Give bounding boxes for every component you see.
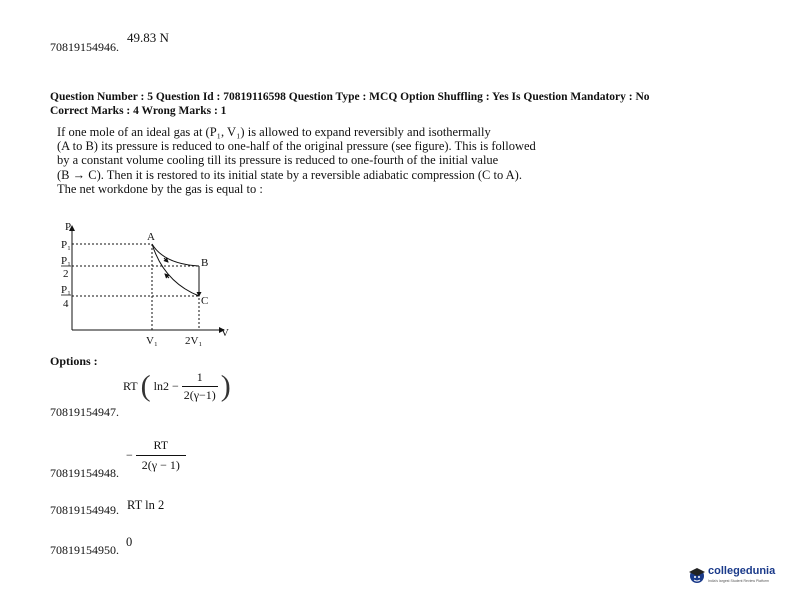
pv-diagram	[52, 220, 237, 350]
question-marks: Correct Marks : 4 Wrong Marks : 1	[50, 105, 227, 117]
v1-label: V₁	[146, 335, 158, 347]
option-4-text[interactable]: 0	[126, 535, 133, 549]
p-axis-label: P	[65, 221, 72, 233]
point-a-label: A	[147, 231, 155, 243]
p1-label: P₁	[61, 239, 71, 251]
previous-option-id: 70819154946.	[50, 40, 119, 54]
option-3-id: 70819154949.	[50, 503, 119, 517]
question-line: (B → C). Then it is restored to its initial state by a reversible adiabatic compression (C to A).	[57, 167, 522, 182]
previous-option-value: 49.83 N	[127, 30, 169, 45]
option-1-prefix: RT	[123, 379, 138, 393]
option-3-text[interactable]: RT ln 2	[127, 498, 165, 512]
isotherm-curve	[152, 244, 199, 266]
question-line: (A to B) its pressure is reduced to one-half of the original pressure (see figure). This is followed	[57, 139, 536, 154]
option-2-formula[interactable]	[126, 438, 186, 473]
p1-quarter-num: P₁	[61, 284, 71, 296]
v2-label: 2V₁	[185, 335, 203, 347]
graduation-cap-icon	[688, 566, 706, 584]
option-2-numerator: RT	[136, 438, 186, 456]
p1-half-num: P₁	[61, 255, 71, 267]
option-1-id: 70819154947.	[50, 405, 119, 419]
option-2-sign: −	[126, 448, 133, 462]
logo-tagline: India's largest Student Review Platform	[708, 579, 769, 583]
option-2-denominator: 2(γ − 1)	[141, 458, 180, 472]
p1-half-den: 2	[63, 268, 69, 280]
v-axis-label: V	[221, 327, 229, 339]
collegedunia-logo	[688, 563, 784, 589]
option-4-id: 70819154950.	[50, 543, 119, 557]
question-text	[57, 125, 536, 196]
options-label: Options :	[50, 354, 98, 368]
option-1-numerator: 1	[182, 370, 218, 387]
adiabat-curve	[152, 244, 199, 296]
option-2-id: 70819154948.	[50, 466, 119, 480]
question-line: If one mole of an ideal gas at (P₁, V₁) is allowed to expand reversibly and isothermally	[57, 125, 491, 139]
question-line: by a constant volume cooling till its pressure is reduced to one-fourth of the initial value	[57, 153, 499, 168]
question-line: The net workdone by the gas is equal to :	[57, 181, 263, 196]
question-header: Question Number : 5 Question Id : 70819116598 Question Type : MCQ Option Shuffling : Yes Is Question Mandatory : No	[50, 91, 650, 103]
option-1-formula[interactable]: RT ( ln2 − $\frac{1}{2(\gamma-1)}$ )	[123, 369, 231, 403]
point-b-label: B	[201, 257, 209, 269]
option-1-denominator: 2(γ−1)	[183, 388, 216, 402]
p1-quarter-den: 4	[63, 298, 69, 310]
option-1-ln: ln2 −	[153, 379, 179, 393]
point-c-label: C	[201, 295, 209, 307]
logo-text: collegedunia	[708, 565, 776, 577]
